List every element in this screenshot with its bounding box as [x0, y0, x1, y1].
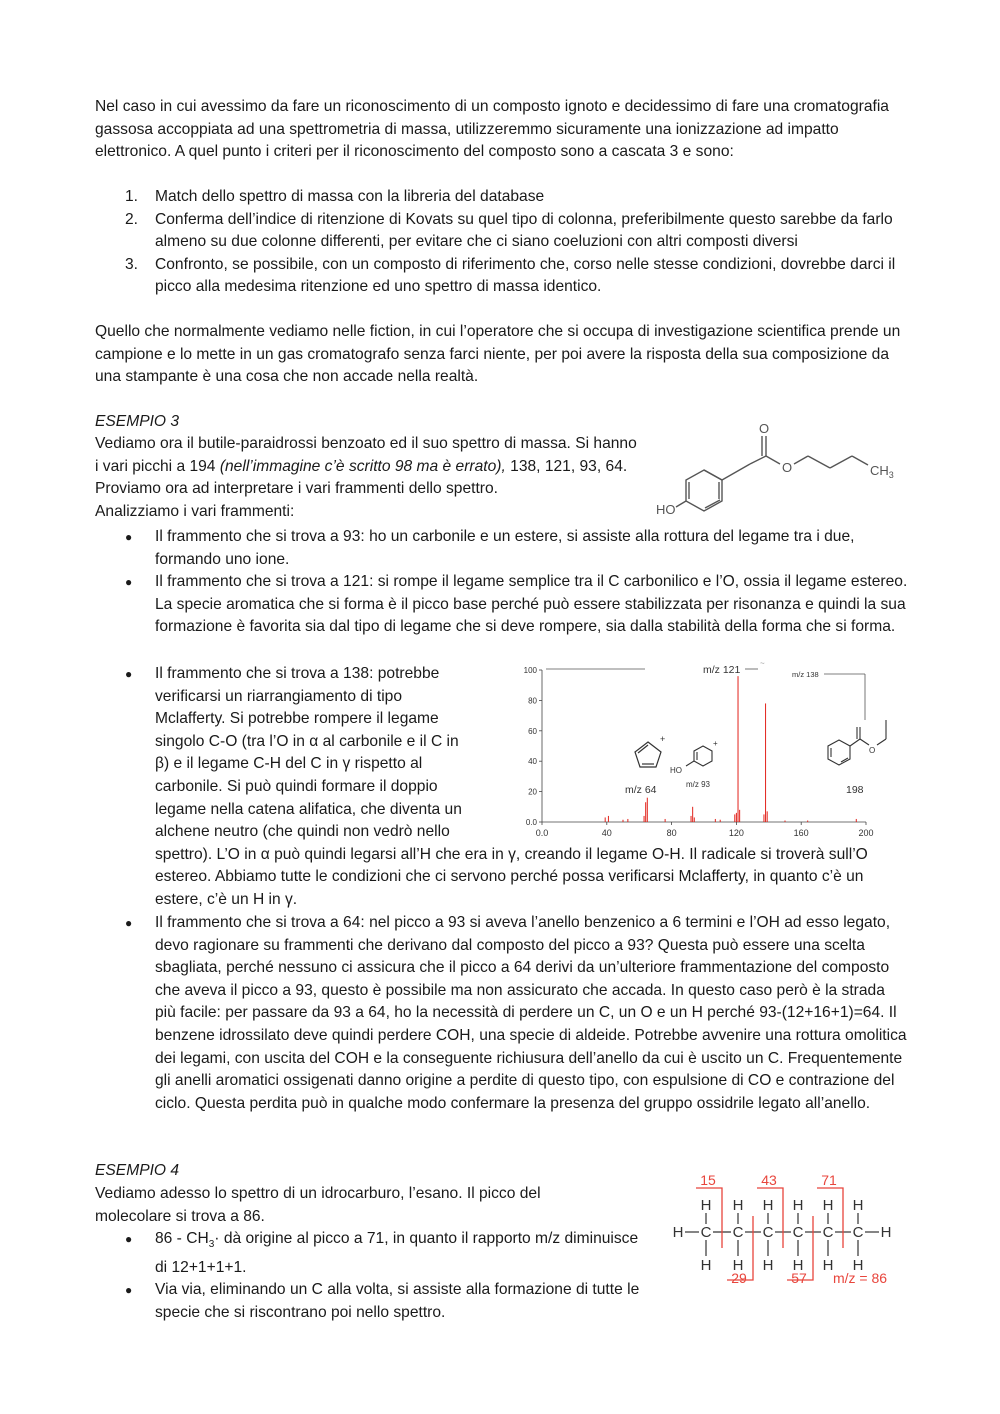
hydrogen-atom: H	[822, 1257, 834, 1274]
molecular-ion-label: m/z = 86	[832, 1270, 888, 1286]
y-tick-label: 20	[528, 787, 537, 797]
x-tick-label: 80	[666, 828, 677, 838]
list-number: 1.	[125, 188, 139, 205]
x-tick-label: 0.0	[535, 828, 549, 838]
list-item	[95, 526, 910, 571]
peak-label-121: m/z 121	[703, 664, 741, 676]
ester-o-label: O	[782, 460, 793, 475]
carbon-atom: C	[852, 1224, 864, 1241]
bullet-icon: ●	[125, 1232, 133, 1246]
hydrogen-atom: H	[822, 1197, 834, 1214]
carbonyl-o-label: O	[759, 421, 770, 436]
bullet3-rest: spettro). L’O in α può quindi legarsi all’H che era in γ, creando il legame O-H. Il radicale si troverà sull’O estereo. Abbiamo tutte le condizioni che ci servono perché possa verificarsi Mclafferty, in quanto c’è un estere, c’è un H in γ.	[155, 845, 868, 908]
hydrogen-atom: H	[762, 1197, 774, 1214]
phenol-fragment-icon	[686, 746, 712, 766]
carbon-atom: C	[792, 1224, 804, 1241]
fragment-mass-label: 71	[821, 1172, 837, 1188]
peak-label-138: m/z 138	[792, 670, 819, 679]
list-item-text: Match dello spettro di massa con la libreria del database	[155, 188, 545, 205]
list-item	[95, 1228, 640, 1279]
bullet3-line: Mclafferty. Si potrebbe rompere il legame	[155, 710, 439, 728]
list-item-text: Il frammento che si trova a 64: nel picco a 93 si aveva l’anello benzenico a 6 termini e l’OH ad esso legato, devo ragionare su frammenti che derivano dal composto del picco a 93? Questa può essere una scelta sbagliata, perché nessuno ci assicura che il picco a 64 derivi da un’ulteriore frammentazione del composto che aveva il picco a 93, questo è possibile ma non assicurato che accada. In questo caso però è la strada più facile: per passare da 93 a 64, ho la necessità di perdere un C, un O e un H perché 93-(12+16+1)=64. Il benzene idrossilato deve quindi perdere COH, una specie di aldeide. Potrebbe avvenire una rottura omolitica dei legami, con uscita del COH e la conseguente richiusura dell’anello da cui è uscito un C. Frequentemente gli anelli aromatici ossigenati danno origine a perdite di questo tipo, con espulsione di CO e contrazione del ciclo. Questa perdita può in qualche modo confermare la presenza del gruppo ossidrile legato all’anello.	[155, 914, 907, 1112]
x-tick-label: 40	[601, 828, 612, 838]
list-item	[95, 186, 910, 209]
hydrogen-atom: H	[880, 1224, 892, 1241]
butyl-hydroxybenzoate-structure	[650, 420, 910, 520]
intro-closing: Quello che normalmente vediamo nelle fiction, in cui l’operatore che si occupa di investigazione scientifica prende un campione e lo mette in un gas cromatografo senza farci niente, per poi avere la risposta della sua composizione da una stampante è una cosa che non accade nella realtà.	[95, 323, 901, 386]
cyclopentadienyl-cation-icon	[635, 742, 661, 767]
hydrogen-atom: H	[792, 1257, 804, 1274]
list-item-text: Il frammento che si trova a 121: si rompe il legame semplice tra il C carbonilico e l’O, ossia il legame estereo. La specie aromatica che si forma è il picco base perché può essere stabilizzata per risonanza e quindi la sua formazione è favorita sia dal tipo di legame che si deve rompere, sia dalla stabilità della forma che si forma.	[155, 573, 908, 636]
bullet3-line: alchene neutro (che quindi non vedrò nello	[155, 823, 450, 841]
bullet-icon: ●	[125, 530, 133, 544]
intro-paragraph: Nel caso in cui avessimo da fare un riconoscimento di un composto ignoto e decidessimo di fare una cromatografia gassosa accoppiata ad una spettrometria di massa, utilizzeremmo sicuramente una ionizzazione ad impatto elettronico. A quel punto i criteri per il riconoscimento del composto sono a cascata 3 e sono:	[95, 98, 889, 161]
bullet3-line: verificarsi un riarrangiamento di tipo	[155, 687, 403, 705]
list-number: 3.	[125, 255, 139, 273]
criteria-list	[95, 186, 910, 299]
hydrogen-atom: H	[732, 1197, 744, 1214]
y-tick-label: 0.0	[525, 818, 537, 827]
y-tick-label: 100	[523, 666, 537, 675]
list-item-text: Confronto, se possibile, con un composto di riferimento che, corso nelle stesse condizioni, dovrebbe darci il picco alla medesima ritenzione ed uno spettro di massa identico.	[155, 255, 896, 296]
hydrogen-atom: H	[852, 1257, 864, 1274]
fragment-mass-label: 57	[791, 1270, 807, 1286]
hydrogen-atom: H	[852, 1197, 864, 1214]
hexane-fragmentation-structure	[668, 1168, 908, 1293]
ho-label: HO	[656, 502, 676, 517]
peak-label-64: m/z 64	[625, 784, 657, 796]
example3-analysis-intro: Analizziamo i vari frammenti:	[95, 503, 295, 520]
list-item	[95, 254, 910, 299]
x-tick-label: 120	[728, 828, 744, 838]
y-tick-label: 40	[528, 757, 537, 767]
bullet3-line: Il frammento che si trova a 138: potrebbe	[155, 665, 440, 682]
bullet3-line: singolo C-O (tra l’O in α al carbonile e il C in	[155, 732, 459, 750]
bullet-icon: ●	[125, 1283, 133, 1298]
phenol-ho: HO	[670, 766, 682, 775]
hydrogen-atom: H	[792, 1197, 804, 1214]
fragment-mass-label: 15	[700, 1172, 716, 1188]
list-item-text: $86 - CH_3\cdot$ dà origine al picco a 71, in quanto il rapporto m/z diminuisce di 12+1+1+1.	[155, 1230, 639, 1276]
list-item	[95, 571, 910, 639]
benzoate-ester-o: O	[869, 746, 876, 755]
list-item	[95, 1279, 640, 1324]
hydrogen-atom: H	[700, 1257, 712, 1274]
hydrogen-atom: H	[700, 1197, 712, 1214]
phenol-plus: +	[713, 739, 718, 748]
peak-label-121-tail: ~	[760, 660, 765, 668]
example3-heading: ESEMPIO 3	[95, 413, 180, 430]
example3-fragment-list	[95, 526, 910, 639]
hydrogen-atom: H	[732, 1257, 744, 1274]
example3-intro-italic: (nell’immagine c’è scritto 98 ma è errato),	[219, 457, 506, 475]
x-tick-label: 160	[793, 828, 809, 838]
example3-intro	[95, 433, 640, 501]
carbon-atom: C	[762, 1224, 774, 1241]
butyl-benzoate-icon	[828, 720, 886, 765]
list-item-text: Conferma dell’indice di ritenzione di Kovats su quel tipo di colonna, preferibilmente questo sarebbe da farlo almeno su due colonne differenti, per evitare che ci siano coeluzioni con altri composti diversi	[155, 210, 893, 251]
example4-heading: ESEMPIO 4	[95, 1162, 180, 1179]
bullet-icon: ●	[125, 575, 133, 590]
carbon-atom: C	[700, 1224, 712, 1241]
cation-plus: +	[660, 734, 666, 744]
example3-fragment-list-2	[95, 912, 910, 1115]
fragment-mass-label: 43	[761, 1172, 777, 1188]
list-item-text: Via via, eliminando un C alla volta, si assiste alla formazione di tutte le specie che si riscontrano poi nello spettro.	[155, 1281, 640, 1321]
example3-intro-text-2: 138, 121, 93, 64. Proviamo ora ad interpretare i vari frammenti dello spettro.	[95, 457, 628, 498]
bullet-icon: ●	[125, 916, 133, 930]
hydrogen-atom: H	[672, 1224, 684, 1241]
example4-list	[95, 1228, 640, 1324]
peak-label-198: 198	[846, 784, 864, 796]
fragment-mass-label: 29	[731, 1270, 747, 1286]
y-tick-label: 80	[528, 696, 537, 706]
example3-intro-text: Vediamo ora il butile-paraidrossi benzoato ed il suo spettro di massa. Si hanno i vari picchi a 194	[95, 435, 637, 475]
example4-intro: Vediamo adesso lo spettro di un idrocarburo, l’esano. Il picco del molecolare si trova a 86.	[95, 1185, 541, 1225]
bullet3-line: β) e il legame C-H del C in γ rispetto al	[155, 755, 423, 773]
carbon-atom: C	[732, 1224, 744, 1241]
y-tick-label: 60	[528, 726, 537, 736]
list-item	[95, 912, 910, 1115]
peak-label-93: m/z 93	[686, 780, 711, 789]
hydrogen-atom: H	[762, 1257, 774, 1274]
list-item-text: Il frammento che si trova a 93: ho un carbonile e un estere, si assiste alla rottura del legame tra i due, formando uno ione.	[155, 528, 855, 568]
bullet3-line: carbonile. Si può quindi formare il doppio	[155, 777, 438, 795]
bullet-icon: ●	[125, 667, 133, 681]
x-tick-label: 200	[858, 828, 874, 838]
list-item	[95, 209, 910, 254]
bullet3-line: legame nella catena alifatica, che diventa un	[155, 800, 462, 818]
mass-spectrum-chart	[510, 660, 890, 845]
carbon-atom: C	[822, 1224, 834, 1241]
ch3-label: $CH_3$	[870, 463, 894, 480]
list-number: 2.	[125, 210, 139, 228]
